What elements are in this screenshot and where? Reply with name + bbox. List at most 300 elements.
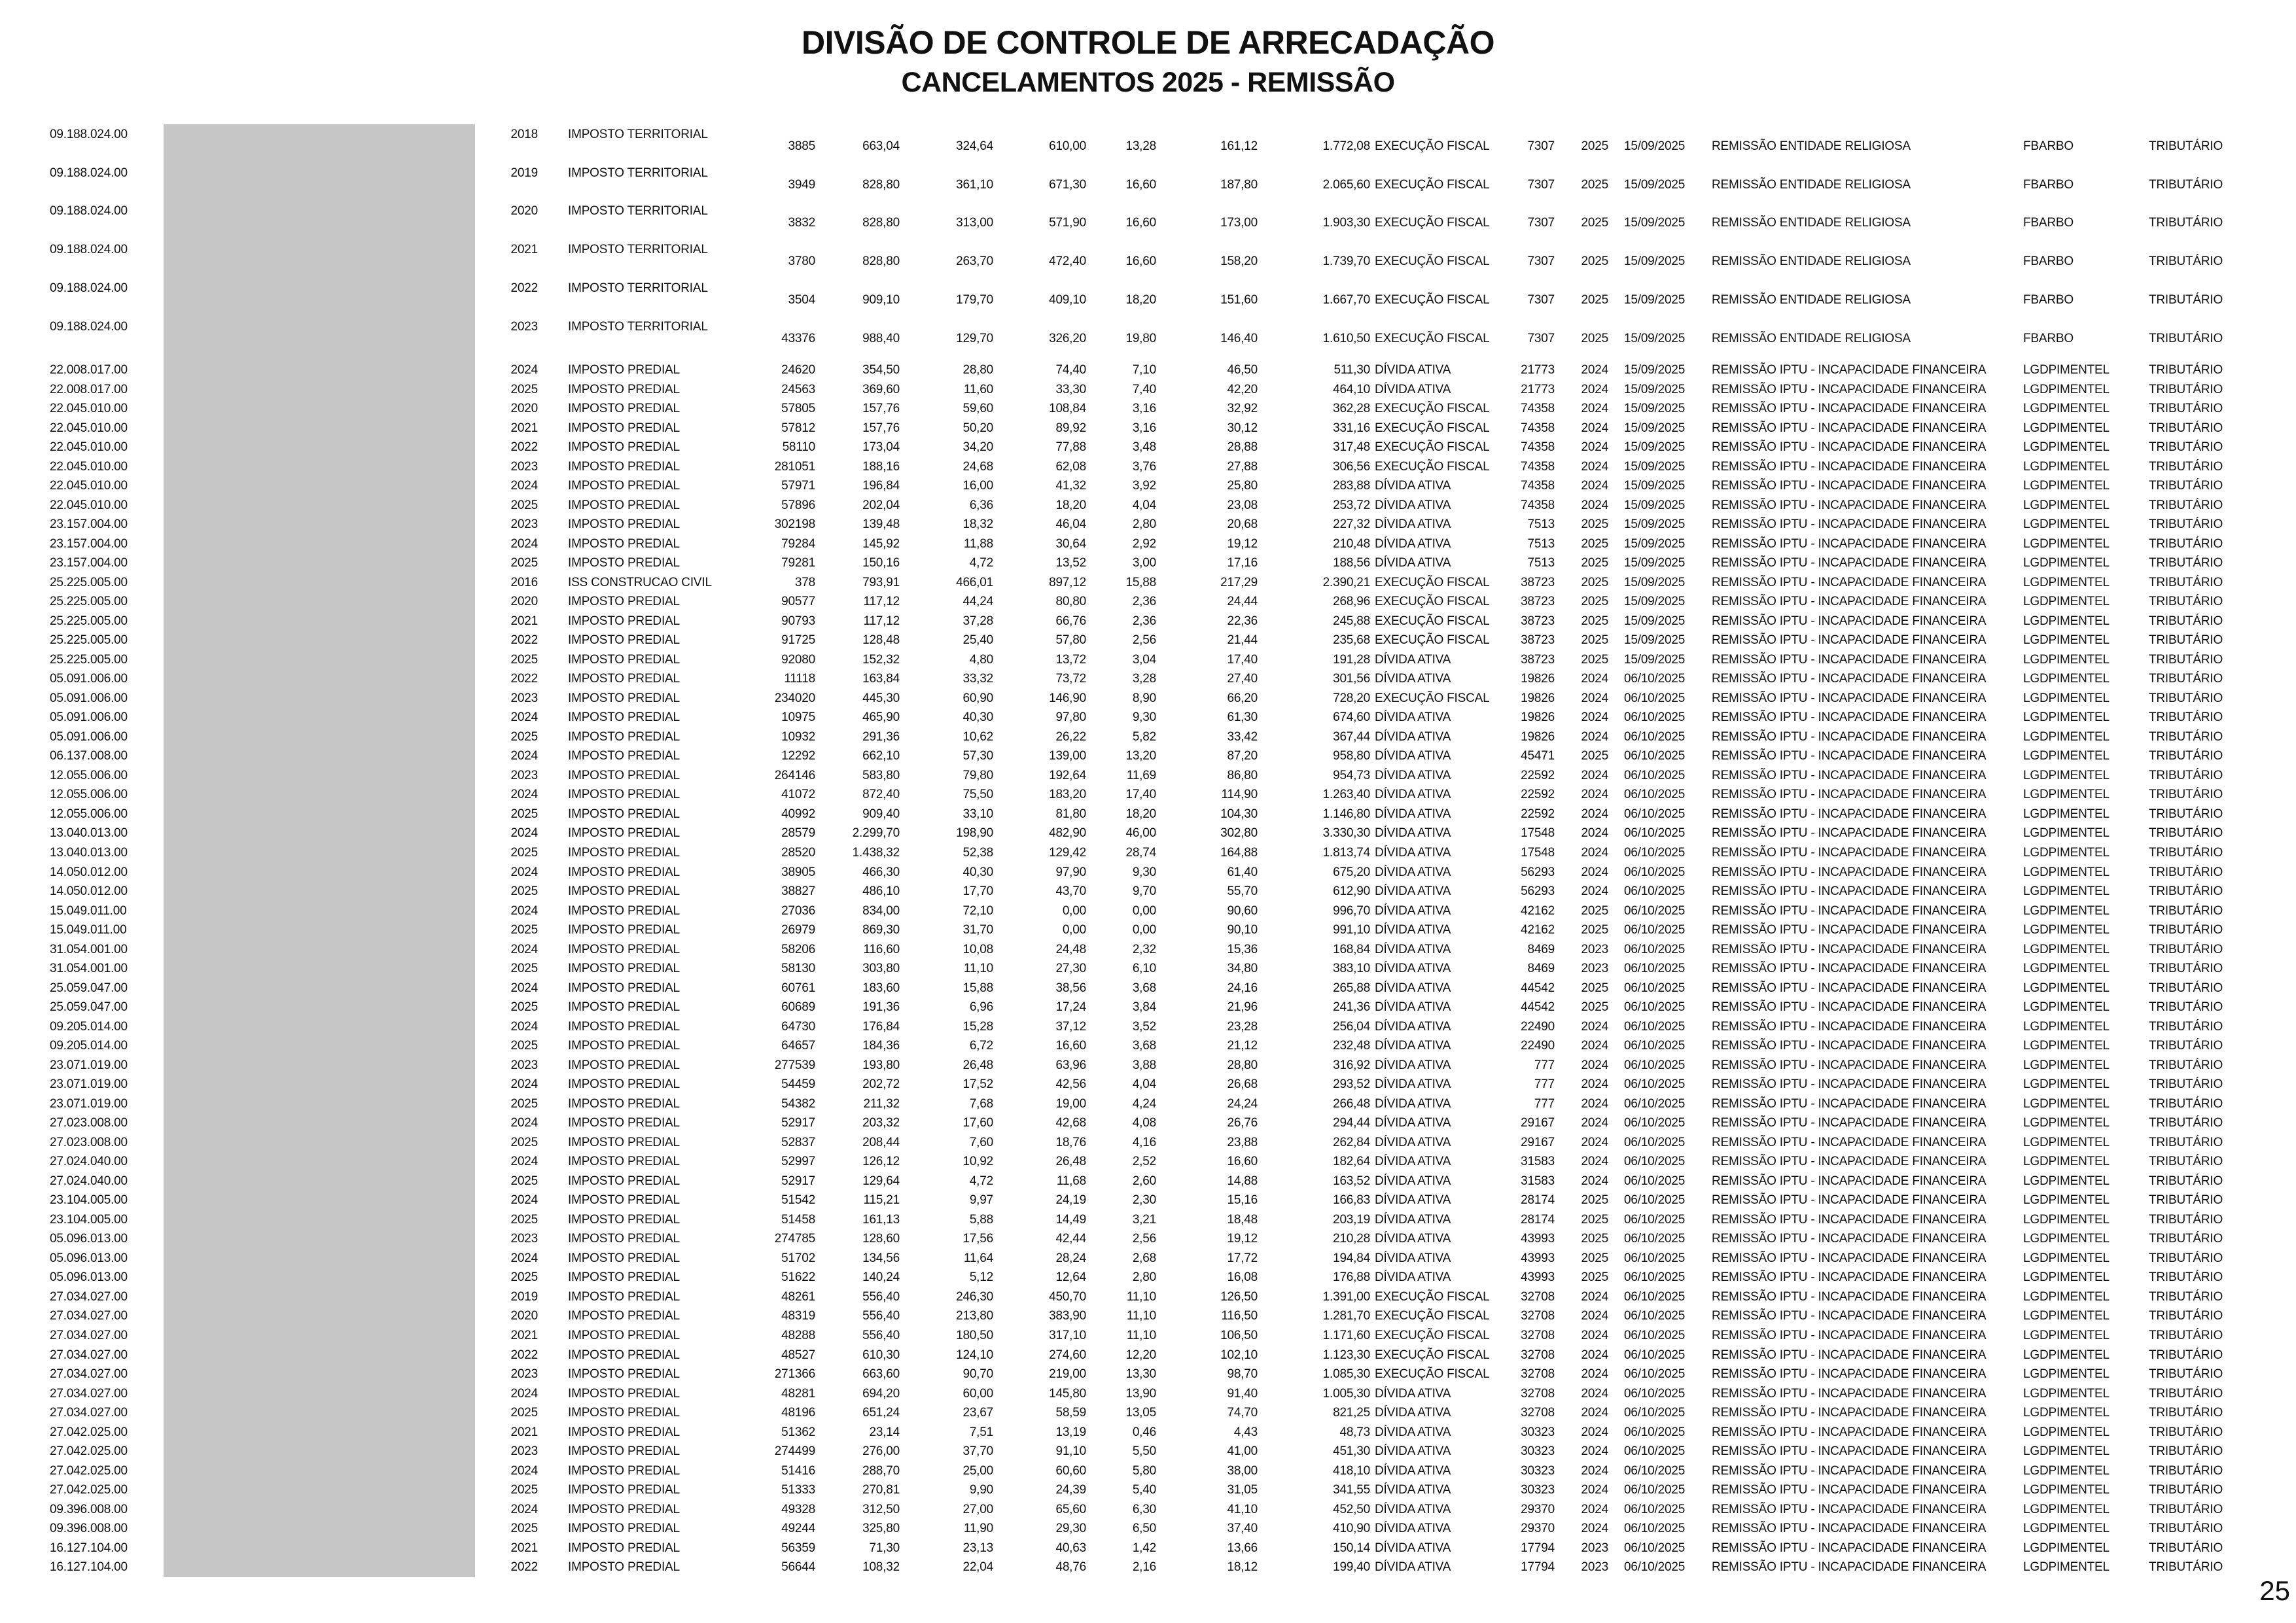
cell-exercicio: 2025 bbox=[510, 382, 538, 396]
cell-valor3: 198,90 bbox=[956, 826, 993, 841]
cell-valor4: 38,56 bbox=[1055, 981, 1086, 995]
cell-valor2: 828,80 bbox=[862, 216, 900, 230]
cell-valor3: 59,60 bbox=[963, 402, 993, 416]
cell-tipo: TRIBUTÁRIO bbox=[2149, 1386, 2223, 1401]
cell-situacao: EXECUÇÃO FISCAL bbox=[1375, 614, 1490, 628]
cell-valor4: 80,80 bbox=[1055, 595, 1086, 609]
cell-valor6: 17,40 bbox=[1227, 652, 1258, 667]
cell-data: 06/10/2025 bbox=[1624, 1058, 1686, 1072]
cell-ano-processo: 2024 bbox=[1581, 1463, 1608, 1478]
cell-valor2: 163,84 bbox=[862, 672, 900, 686]
cell-usuario: LGDPIMENTEL bbox=[2023, 1348, 2110, 1362]
cell-exercicio: 2025 bbox=[510, 884, 538, 899]
cell-data: 15/09/2025 bbox=[1624, 633, 1686, 648]
cell-valor5: 5,80 bbox=[1132, 1463, 1156, 1478]
cell-valor-total: 452,50 bbox=[1333, 1502, 1370, 1516]
cell-valor5: 5,82 bbox=[1132, 729, 1156, 744]
cell-valor2: 145,92 bbox=[862, 536, 900, 551]
cell-data: 06/10/2025 bbox=[1624, 1251, 1686, 1265]
cell-valor-total: 1.813,74 bbox=[1322, 846, 1370, 860]
cell-processo: 28174 bbox=[1521, 1193, 1555, 1208]
cell-tipo: TRIBUTÁRIO bbox=[2149, 421, 2223, 435]
table-row bbox=[0, 1384, 2296, 1404]
cell-exercicio: 2022 bbox=[510, 281, 538, 295]
table-row bbox=[0, 1056, 2296, 1075]
cell-exercicio: 2021 bbox=[510, 1425, 538, 1439]
cell-data: 06/10/2025 bbox=[1624, 1289, 1686, 1304]
cell-valor-total: 954,73 bbox=[1333, 768, 1370, 782]
cell-valor-total: 188,56 bbox=[1333, 556, 1370, 570]
cell-exercicio: 2021 bbox=[510, 421, 538, 435]
cell-data: 06/10/2025 bbox=[1624, 1135, 1686, 1149]
cell-data: 15/09/2025 bbox=[1624, 254, 1686, 269]
cell-tributo: IMPOSTO PREDIAL bbox=[568, 962, 680, 976]
table-row bbox=[0, 1133, 2296, 1153]
table-row bbox=[0, 1113, 2296, 1133]
cell-valor3: 44,24 bbox=[963, 595, 993, 609]
cell-inscricao: 16.127.104.00 bbox=[50, 1560, 128, 1575]
cell-valor4: 671,30 bbox=[1049, 177, 1086, 192]
cell-valor-total: 1.171,60 bbox=[1322, 1329, 1370, 1342]
cell-tributo: IMPOSTO PREDIAL bbox=[568, 807, 680, 821]
cell-inscricao: 09.205.014.00 bbox=[50, 1039, 128, 1053]
cell-valor3: 213,80 bbox=[956, 1309, 993, 1323]
cell-valor4: 274,60 bbox=[1049, 1348, 1086, 1362]
cell-exercicio: 2025 bbox=[510, 1174, 538, 1188]
cell-valor1: 52917 bbox=[781, 1116, 815, 1130]
cell-data: 15/09/2025 bbox=[1624, 498, 1686, 512]
cell-valor3: 26,48 bbox=[963, 1058, 993, 1072]
cell-valor3: 5,12 bbox=[969, 1270, 993, 1285]
cell-processo: 30323 bbox=[1521, 1483, 1555, 1497]
cell-inscricao: 13.040.013.00 bbox=[50, 826, 128, 841]
cell-inscricao: 05.091.006.00 bbox=[50, 672, 128, 686]
cell-valor1: 57896 bbox=[781, 498, 815, 512]
cell-tributo: IMPOSTO PREDIAL bbox=[568, 1232, 680, 1246]
cell-exercicio: 2025 bbox=[510, 1406, 538, 1420]
cell-inscricao: 27.034.027.00 bbox=[50, 1406, 128, 1420]
cell-processo: 19826 bbox=[1521, 691, 1555, 705]
cell-motivo: REMISSÃO IPTU - INCAPACIDADE FINANCEIRA bbox=[1712, 614, 1987, 628]
cell-motivo: REMISSÃO IPTU - INCAPACIDADE FINANCEIRA bbox=[1712, 1541, 1987, 1555]
cell-valor2: 23,14 bbox=[869, 1425, 900, 1439]
cell-motivo: REMISSÃO IPTU - INCAPACIDADE FINANCEIRA bbox=[1712, 1502, 1987, 1516]
cell-data: 06/10/2025 bbox=[1624, 1463, 1686, 1478]
cell-motivo: REMISSÃO IPTU - INCAPACIDADE FINANCEIRA bbox=[1712, 556, 1987, 570]
cell-motivo: REMISSÃO IPTU - INCAPACIDADE FINANCEIRA bbox=[1712, 729, 1987, 744]
cell-processo: 74358 bbox=[1521, 402, 1555, 416]
cell-usuario: LGDPIMENTEL bbox=[2023, 1406, 2110, 1420]
table-row bbox=[0, 940, 2296, 960]
cell-valor4: 450,70 bbox=[1049, 1289, 1086, 1304]
cell-valor5: 0,46 bbox=[1132, 1425, 1156, 1439]
cell-inscricao: 23.071.019.00 bbox=[50, 1077, 128, 1092]
cell-valor4: 40,63 bbox=[1055, 1541, 1086, 1555]
cell-tipo: TRIBUTÁRIO bbox=[2149, 459, 2223, 474]
cell-valor-total: 210,48 bbox=[1333, 536, 1370, 551]
cell-ano-processo: 2024 bbox=[1581, 1058, 1608, 1072]
cell-valor6: 25,80 bbox=[1227, 479, 1258, 493]
cell-valor3: 179,70 bbox=[956, 292, 993, 307]
cell-exercicio: 2025 bbox=[510, 1096, 538, 1111]
cell-exercicio: 2022 bbox=[510, 1348, 538, 1362]
cell-valor6: 104,30 bbox=[1220, 807, 1258, 821]
cell-valor2: 486,10 bbox=[862, 884, 900, 899]
cell-situacao: DÍVIDA ATIVA bbox=[1375, 1193, 1451, 1208]
cell-usuario: LGDPIMENTEL bbox=[2023, 1463, 2110, 1478]
cell-processo: 31583 bbox=[1521, 1155, 1555, 1169]
cell-tributo: IMPOSTO TERRITORIAL bbox=[568, 281, 708, 295]
cell-inscricao: 27.042.025.00 bbox=[50, 1425, 128, 1439]
cell-inscricao: 22.008.017.00 bbox=[50, 382, 128, 396]
cell-valor2: 126,12 bbox=[862, 1155, 900, 1169]
cell-valor3: 17,56 bbox=[963, 1232, 993, 1246]
cell-tributo: IMPOSTO PREDIAL bbox=[568, 1463, 680, 1478]
cell-processo: 22490 bbox=[1521, 1039, 1555, 1053]
cell-situacao: EXECUÇÃO FISCAL bbox=[1375, 421, 1490, 435]
cell-inscricao: 12.055.006.00 bbox=[50, 807, 128, 821]
cell-valor1: 90793 bbox=[781, 614, 815, 628]
cell-valor4: 97,90 bbox=[1055, 865, 1086, 879]
cell-situacao: EXECUÇÃO FISCAL bbox=[1375, 459, 1490, 474]
cell-exercicio: 2025 bbox=[510, 1270, 538, 1285]
cell-ano-processo: 2024 bbox=[1581, 479, 1608, 493]
cell-data: 15/09/2025 bbox=[1624, 614, 1686, 628]
cell-usuario: LGDPIMENTEL bbox=[2023, 382, 2110, 396]
cell-data: 15/09/2025 bbox=[1624, 479, 1686, 493]
cell-valor-total: 2.390,21 bbox=[1322, 575, 1370, 589]
cell-data: 06/10/2025 bbox=[1624, 788, 1686, 802]
cell-exercicio: 2023 bbox=[510, 1232, 538, 1246]
cell-tipo: TRIBUTÁRIO bbox=[2149, 768, 2223, 782]
cell-tributo: IMPOSTO TERRITORIAL bbox=[568, 128, 708, 141]
cell-motivo: REMISSÃO IPTU - INCAPACIDADE FINANCEIRA bbox=[1712, 768, 1987, 782]
cell-tributo: IMPOSTO PREDIAL bbox=[568, 710, 680, 725]
cell-processo: 45471 bbox=[1521, 749, 1555, 763]
cell-motivo: REMISSÃO IPTU - INCAPACIDADE FINANCEIRA bbox=[1712, 981, 1987, 995]
cell-processo: 7307 bbox=[1527, 177, 1555, 192]
cell-valor3: 16,00 bbox=[963, 479, 993, 493]
cell-inscricao: 09.188.024.00 bbox=[50, 281, 128, 295]
cell-exercicio: 2024 bbox=[510, 1193, 538, 1208]
cell-tributo: IMPOSTO PREDIAL bbox=[568, 1039, 680, 1053]
cell-motivo: REMISSÃO IPTU - INCAPACIDADE FINANCEIRA bbox=[1712, 884, 1987, 899]
cell-exercicio: 2024 bbox=[510, 1155, 538, 1169]
cell-valor-total: 150,14 bbox=[1333, 1541, 1370, 1555]
cell-exercicio: 2024 bbox=[510, 710, 538, 725]
cell-valor1: 52997 bbox=[781, 1155, 815, 1169]
cell-inscricao: 27.024.040.00 bbox=[50, 1155, 128, 1169]
cell-inscricao: 27.042.025.00 bbox=[50, 1463, 128, 1478]
cell-motivo: REMISSÃO IPTU - INCAPACIDADE FINANCEIRA bbox=[1712, 633, 1987, 648]
cell-usuario: LGDPIMENTEL bbox=[2023, 402, 2110, 416]
cell-valor5: 18,20 bbox=[1125, 292, 1156, 307]
cell-tipo: TRIBUTÁRIO bbox=[2149, 1232, 2223, 1246]
cell-tributo: IMPOSTO PREDIAL bbox=[568, 942, 680, 956]
cell-tributo: IMPOSTO PREDIAL bbox=[568, 652, 680, 667]
cell-valor2: 610,30 bbox=[862, 1348, 900, 1362]
cell-valor2: 188,16 bbox=[862, 459, 900, 474]
cell-valor6: 24,24 bbox=[1227, 1096, 1258, 1111]
cell-valor3: 4,72 bbox=[969, 556, 993, 570]
cell-valor5: 3,16 bbox=[1132, 402, 1156, 416]
cell-data: 06/10/2025 bbox=[1624, 1270, 1686, 1285]
cell-data: 15/09/2025 bbox=[1624, 440, 1686, 455]
table-row bbox=[0, 727, 2296, 747]
cell-processo: 30323 bbox=[1521, 1463, 1555, 1478]
cell-valor6: 146,40 bbox=[1220, 331, 1258, 345]
cell-valor3: 466,01 bbox=[956, 575, 993, 589]
cell-ano-processo: 2025 bbox=[1581, 331, 1608, 345]
cell-valor-total: 728,20 bbox=[1333, 691, 1370, 705]
cell-tipo: TRIBUTÁRIO bbox=[2149, 382, 2223, 396]
cell-usuario: LGDPIMENTEL bbox=[2023, 884, 2110, 899]
table-row bbox=[0, 515, 2296, 534]
cell-situacao: EXECUÇÃO FISCAL bbox=[1375, 575, 1490, 589]
cell-tributo: IMPOSTO PREDIAL bbox=[568, 1289, 680, 1304]
cell-valor1: 64657 bbox=[781, 1039, 815, 1053]
cell-motivo: REMISSÃO IPTU - INCAPACIDADE FINANCEIRA bbox=[1712, 691, 1987, 705]
cell-inscricao: 12.055.006.00 bbox=[50, 768, 128, 782]
cell-situacao: EXECUÇÃO FISCAL bbox=[1375, 331, 1490, 345]
cell-valor1: 3885 bbox=[788, 139, 815, 153]
cell-valor6: 102,10 bbox=[1220, 1348, 1258, 1362]
table-row bbox=[0, 1075, 2296, 1094]
cell-valor2: 270,81 bbox=[862, 1483, 900, 1497]
table-row bbox=[0, 1558, 2296, 1577]
cell-usuario: LGDPIMENTEL bbox=[2023, 536, 2110, 551]
cell-valor3: 60,90 bbox=[963, 691, 993, 705]
cell-motivo: REMISSÃO IPTU - INCAPACIDADE FINANCEIRA bbox=[1712, 479, 1987, 493]
cell-motivo: REMISSÃO IPTU - INCAPACIDADE FINANCEIRA bbox=[1712, 1289, 1987, 1304]
cell-inscricao: 09.188.024.00 bbox=[50, 319, 128, 334]
cell-ano-processo: 2025 bbox=[1581, 1251, 1608, 1265]
table-row bbox=[0, 708, 2296, 727]
cell-situacao: DÍVIDA ATIVA bbox=[1375, 1077, 1451, 1092]
cell-valor2: 203,32 bbox=[862, 1116, 900, 1130]
cell-situacao: DÍVIDA ATIVA bbox=[1375, 807, 1451, 821]
cell-valor5: 11,69 bbox=[1126, 768, 1156, 782]
cell-valor4: 145,80 bbox=[1049, 1386, 1086, 1401]
cell-valor4: 42,44 bbox=[1055, 1232, 1086, 1246]
cell-inscricao: 06.137.008.00 bbox=[50, 749, 128, 763]
cell-valor1: 10975 bbox=[781, 710, 815, 725]
table-row bbox=[0, 824, 2296, 843]
cell-inscricao: 05.096.013.00 bbox=[50, 1251, 128, 1265]
cell-inscricao: 27.023.008.00 bbox=[50, 1135, 128, 1149]
cell-valor6: 187,80 bbox=[1220, 177, 1258, 192]
table-row bbox=[0, 438, 2296, 457]
table-row bbox=[0, 1403, 2296, 1423]
cell-valor1: 48196 bbox=[781, 1406, 815, 1420]
cell-ano-processo: 2025 bbox=[1581, 1212, 1608, 1227]
cell-valor3: 40,30 bbox=[963, 865, 993, 879]
cell-valor1: 48261 bbox=[781, 1289, 815, 1304]
cell-motivo: REMISSÃO IPTU - INCAPACIDADE FINANCEIRA bbox=[1712, 672, 1987, 686]
cell-valor5: 3,88 bbox=[1132, 1058, 1156, 1072]
cell-valor1: 40992 bbox=[781, 807, 815, 821]
cell-valor1: 51333 bbox=[781, 1483, 815, 1497]
cell-tributo: IMPOSTO PREDIAL bbox=[568, 1522, 680, 1536]
cell-valor-total: 191,28 bbox=[1333, 652, 1370, 667]
cell-tipo: TRIBUTÁRIO bbox=[2149, 1425, 2223, 1439]
cell-valor-total: 182,64 bbox=[1333, 1155, 1370, 1169]
cell-valor5: 2,52 bbox=[1132, 1155, 1156, 1169]
cell-data: 06/10/2025 bbox=[1624, 1039, 1686, 1053]
cell-data: 15/09/2025 bbox=[1624, 536, 1686, 551]
cell-valor2: 556,40 bbox=[862, 1289, 900, 1304]
cell-valor6: 17,16 bbox=[1227, 556, 1258, 570]
cell-ano-processo: 2025 bbox=[1581, 575, 1608, 589]
cell-valor1: 79281 bbox=[781, 556, 815, 570]
table-row bbox=[0, 1346, 2296, 1365]
cell-situacao: EXECUÇÃO FISCAL bbox=[1375, 177, 1490, 192]
cell-valor6: 74,70 bbox=[1227, 1406, 1258, 1420]
cell-situacao: DÍVIDA ATIVA bbox=[1375, 556, 1451, 570]
cell-valor4: 73,72 bbox=[1055, 672, 1086, 686]
cell-processo: 7307 bbox=[1527, 254, 1555, 269]
cell-exercicio: 2024 bbox=[510, 1251, 538, 1265]
cell-tributo: IMPOSTO PREDIAL bbox=[568, 479, 680, 493]
cell-valor6: 19,12 bbox=[1227, 536, 1258, 551]
cell-ano-processo: 2025 bbox=[1581, 633, 1608, 648]
cell-motivo: REMISSÃO IPTU - INCAPACIDADE FINANCEIRA bbox=[1712, 710, 1987, 725]
cell-processo: 74358 bbox=[1521, 421, 1555, 435]
cell-valor4: 317,10 bbox=[1049, 1329, 1086, 1342]
cell-valor6: 34,80 bbox=[1227, 962, 1258, 976]
cell-valor2: 369,60 bbox=[862, 382, 900, 396]
table-row bbox=[0, 998, 2296, 1017]
cell-tributo: IMPOSTO PREDIAL bbox=[568, 1541, 680, 1555]
cell-inscricao: 12.055.006.00 bbox=[50, 788, 128, 802]
cell-valor5: 6,10 bbox=[1132, 962, 1156, 976]
cell-valor3: 5,88 bbox=[969, 1212, 993, 1227]
cell-tipo: TRIBUTÁRIO bbox=[2149, 846, 2223, 860]
cell-data: 06/10/2025 bbox=[1624, 903, 1686, 918]
cell-data: 15/09/2025 bbox=[1624, 382, 1686, 396]
cell-valor1: 28579 bbox=[781, 826, 815, 841]
cell-motivo: REMISSÃO IPTU - INCAPACIDADE FINANCEIRA bbox=[1712, 1406, 1987, 1420]
cell-valor-total: 245,88 bbox=[1333, 614, 1370, 628]
cell-usuario: LGDPIMENTEL bbox=[2023, 710, 2110, 725]
cell-valor2: 161,13 bbox=[862, 1212, 900, 1227]
cell-data: 06/10/2025 bbox=[1624, 729, 1686, 744]
table-row bbox=[0, 1326, 2296, 1346]
cell-usuario: LGDPIMENTEL bbox=[2023, 1174, 2110, 1188]
cell-valor6: 217,29 bbox=[1220, 575, 1258, 589]
cell-data: 06/10/2025 bbox=[1624, 1193, 1686, 1208]
cell-valor6: 23,88 bbox=[1227, 1135, 1258, 1149]
cell-data: 06/10/2025 bbox=[1624, 884, 1686, 899]
cell-tributo: IMPOSTO PREDIAL bbox=[568, 1193, 680, 1208]
cell-data: 06/10/2025 bbox=[1624, 1309, 1686, 1323]
cell-valor2: 663,04 bbox=[862, 139, 900, 153]
cell-exercicio: 2023 bbox=[510, 459, 538, 474]
cell-usuario: LGDPIMENTEL bbox=[2023, 826, 2110, 841]
cell-motivo: REMISSÃO IPTU - INCAPACIDADE FINANCEIRA bbox=[1712, 575, 1987, 589]
cell-tipo: TRIBUTÁRIO bbox=[2149, 691, 2223, 705]
cell-tributo: IMPOSTO PREDIAL bbox=[568, 1425, 680, 1439]
cell-motivo: REMISSÃO IPTU - INCAPACIDADE FINANCEIRA bbox=[1712, 1019, 1987, 1034]
cell-usuario: LGDPIMENTEL bbox=[2023, 1232, 2110, 1246]
cell-valor-total: 317,48 bbox=[1333, 440, 1370, 455]
cell-valor5: 2,36 bbox=[1132, 614, 1156, 628]
cell-motivo: REMISSÃO IPTU - INCAPACIDADE FINANCEIRA bbox=[1712, 865, 1987, 879]
cell-valor-total: 253,72 bbox=[1333, 498, 1370, 512]
cell-data: 06/10/2025 bbox=[1624, 807, 1686, 821]
cell-valor3: 34,20 bbox=[963, 440, 993, 455]
cell-exercicio: 2022 bbox=[510, 672, 538, 686]
cell-valor1: 49328 bbox=[781, 1502, 815, 1516]
cell-inscricao: 25.225.005.00 bbox=[50, 633, 128, 648]
cell-data: 06/10/2025 bbox=[1624, 1541, 1686, 1555]
cell-valor-total: 821,25 bbox=[1333, 1406, 1370, 1420]
cell-valor3: 24,68 bbox=[963, 459, 993, 474]
table-row bbox=[0, 1539, 2296, 1558]
cell-valor-total: 1.146,80 bbox=[1322, 807, 1370, 821]
cell-usuario: LGDPIMENTEL bbox=[2023, 1212, 2110, 1227]
cell-valor5: 3,92 bbox=[1132, 479, 1156, 493]
cell-valor6: 31,05 bbox=[1227, 1483, 1258, 1497]
cell-valor-total: 316,92 bbox=[1333, 1058, 1370, 1072]
cell-ano-processo: 2024 bbox=[1581, 826, 1608, 841]
cell-ano-processo: 2024 bbox=[1581, 382, 1608, 396]
cell-valor1: 57812 bbox=[781, 421, 815, 435]
cell-valor1: 54459 bbox=[781, 1077, 815, 1092]
cell-situacao: EXECUÇÃO FISCAL bbox=[1375, 216, 1490, 230]
cell-valor6: 66,20 bbox=[1227, 691, 1258, 705]
cell-situacao: EXECUÇÃO FISCAL bbox=[1375, 1348, 1490, 1362]
cell-valor4: 37,12 bbox=[1055, 1019, 1086, 1034]
cell-motivo: REMISSÃO ENTIDADE RELIGIOSA bbox=[1712, 331, 1911, 345]
cell-valor4: 472,40 bbox=[1049, 254, 1086, 269]
cell-valor2: 466,30 bbox=[862, 865, 900, 879]
cell-valor2: 556,40 bbox=[862, 1309, 900, 1323]
cell-valor3: 11,88 bbox=[963, 536, 993, 551]
cell-motivo: REMISSÃO IPTU - INCAPACIDADE FINANCEIRA bbox=[1712, 1212, 1987, 1227]
cell-tipo: TRIBUTÁRIO bbox=[2149, 652, 2223, 667]
cell-tipo: TRIBUTÁRIO bbox=[2149, 1155, 2223, 1169]
cell-valor3: 17,60 bbox=[963, 1116, 993, 1130]
cell-data: 15/09/2025 bbox=[1624, 595, 1686, 609]
cell-valor5: 3,28 bbox=[1132, 672, 1156, 686]
cell-valor6: 23,08 bbox=[1227, 498, 1258, 512]
cell-valor4: 11,68 bbox=[1056, 1174, 1086, 1188]
cell-processo: 7307 bbox=[1527, 139, 1555, 153]
table-row bbox=[0, 631, 2296, 650]
table-row bbox=[0, 1172, 2296, 1191]
cell-situacao: DÍVIDA ATIVA bbox=[1375, 923, 1451, 937]
cell-valor-total: 464,10 bbox=[1333, 382, 1370, 396]
cell-motivo: REMISSÃO IPTU - INCAPACIDADE FINANCEIRA bbox=[1712, 1174, 1987, 1188]
cell-situacao: DÍVIDA ATIVA bbox=[1375, 652, 1451, 667]
cell-tipo: TRIBUTÁRIO bbox=[2149, 177, 2223, 192]
cell-valor-total: 1.903,30 bbox=[1322, 216, 1370, 230]
cell-tributo: IMPOSTO PREDIAL bbox=[568, 1096, 680, 1111]
cell-valor2: 108,32 bbox=[862, 1560, 900, 1575]
cell-valor4: 192,64 bbox=[1049, 768, 1086, 782]
table-row bbox=[0, 746, 2296, 766]
cell-situacao: DÍVIDA ATIVA bbox=[1375, 382, 1451, 396]
cell-situacao: DÍVIDA ATIVA bbox=[1375, 1502, 1451, 1516]
cell-valor3: 9,97 bbox=[969, 1193, 993, 1208]
cell-motivo: REMISSÃO IPTU - INCAPACIDADE FINANCEIRA bbox=[1712, 1058, 1987, 1072]
cell-valor4: 26,22 bbox=[1055, 729, 1086, 744]
cell-valor2: 117,12 bbox=[863, 595, 900, 609]
cell-tipo: TRIBUTÁRIO bbox=[2149, 216, 2223, 230]
cell-valor5: 7,40 bbox=[1132, 382, 1156, 396]
cell-valor-total: 241,36 bbox=[1333, 1000, 1370, 1015]
